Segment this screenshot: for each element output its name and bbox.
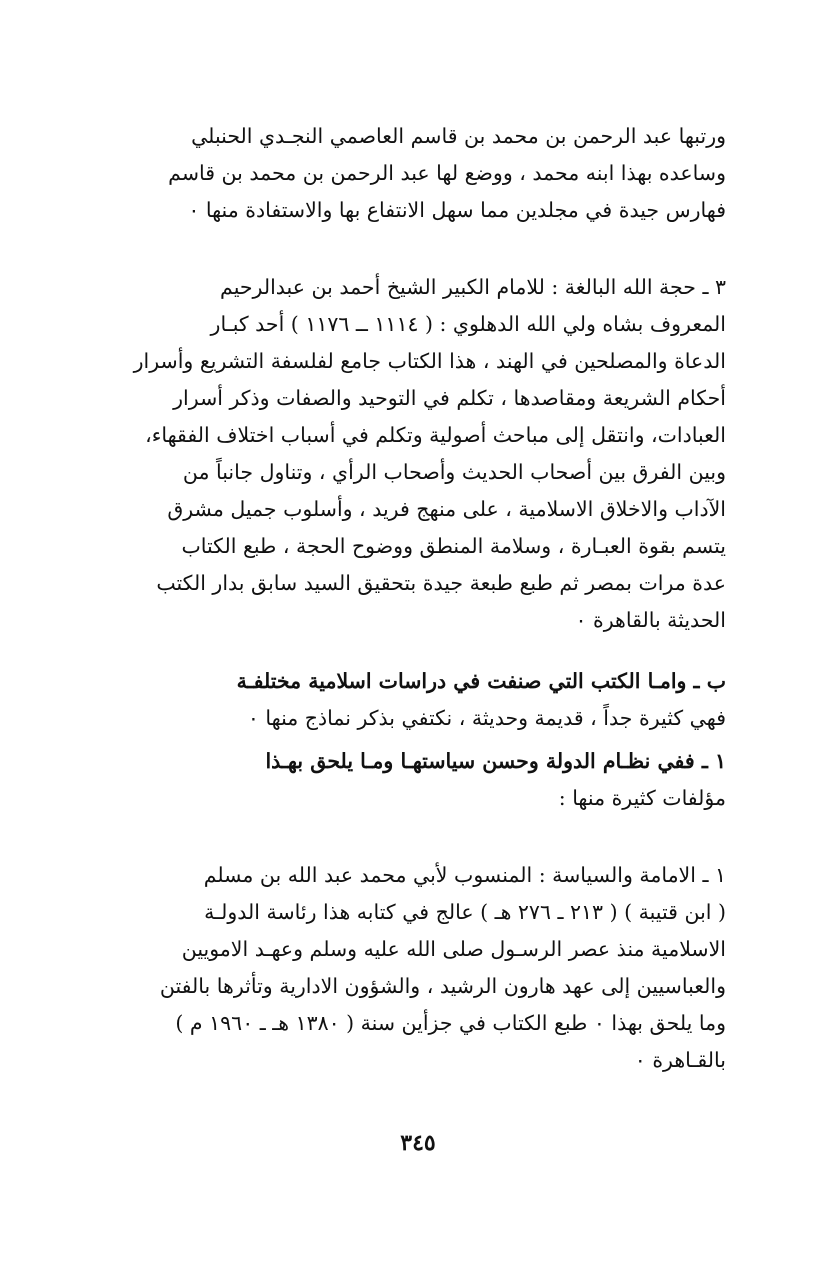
text-line: عدة مرات بمصر ثم طبع طبعة جيدة بتحقيق السيد سابق بدار الكتب bbox=[156, 571, 726, 595]
text-line: وما يلحق بهذا ٠ طبع الكتاب في جزأين سنة ( ١٣٨٠ هـ ـ ١٩٦٠ م ) bbox=[175, 1011, 726, 1035]
text-line: الاسلامية منذ عصر الرسـول صلى الله عليه وسلم وعهـد الامويين bbox=[181, 937, 726, 961]
text-line: العبادات، وانتقل إلى مباحث أصولية وتكلم في أسباب اختلاف الفقهاء، bbox=[145, 423, 726, 447]
text-line: وساعده بهذا ابنه محمد ، ووضع لها عبد الرحمن بن محمد بن قاسم bbox=[168, 161, 726, 185]
text-line: ١ ـ الامامة والسياسة : المنسوب لأبي محمد عبد الله بن مسلم bbox=[203, 863, 726, 887]
text-line: ٣ ـ حجة الله البالغة : للامام الكبير الشيخ أحمد بن عبدالرحيم bbox=[220, 275, 726, 299]
text-line: الآداب والاخلاق الاسلامية ، على منهج فريد ، وأسلوب جميل مشرق bbox=[167, 497, 726, 521]
text-line: مؤلفات كثيرة منها : bbox=[558, 786, 726, 810]
paragraph-1 bbox=[118, 118, 726, 229]
text-line: وبين الفرق بين أصحاب الحديث وأصحاب الرأي ، وتناول جانباً من bbox=[182, 460, 726, 484]
paragraph-2 bbox=[118, 269, 726, 639]
text-line: والعباسيين إلى عهد هارون الرشيد ، والشؤون الادارية وتأثرها بالفتن bbox=[159, 974, 726, 998]
heading-line: ب ـ وامـا الكتب التي صنفت في دراسات اسلامية مختلفـة bbox=[236, 669, 726, 693]
page-number: ٣٤٥ bbox=[400, 1130, 436, 1156]
page-body bbox=[118, 118, 726, 1079]
subsection-heading-1 bbox=[118, 743, 726, 817]
text-line: ( ابن قتيبة ) ( ٢١٣ ـ ٢٧٦ هـ ) عالج في كتابه هذا رئاسة الدولـة bbox=[204, 900, 726, 924]
text-line: أحكام الشريعة ومقاصدها ، تكلم في التوحيد والصفات وذكر أسرار bbox=[173, 386, 726, 410]
text-line: الحديثة بالقاهرة ٠ bbox=[575, 608, 726, 632]
text-line: المعروف بشاه ولي الله الدهلوي : ( ١١١٤ ــ ١١٧٦ ) أحد كبـار bbox=[210, 312, 726, 336]
text-line: ورتبها عبد الرحمن بن محمد بن قاسم العاصمي النجـدي الحنبلي bbox=[191, 124, 726, 148]
section-heading-b bbox=[118, 663, 726, 737]
text-line: بالقـاهرة ٠ bbox=[634, 1048, 726, 1072]
paragraph-5 bbox=[118, 857, 726, 1079]
text-line: الدعاة والمصلحين في الهند ، هذا الكتاب جامع لفلسفة التشريع وأسرار bbox=[133, 349, 726, 373]
text-line: فهي كثيرة جداً ، قديمة وحديثة ، نكتفي بذكر نماذج منها ٠ bbox=[247, 706, 726, 730]
heading-line: ١ ـ ففي نظـام الدولة وحسن سياستهـا ومـا يلحق بهـذا bbox=[265, 749, 726, 773]
text-line: فهارس جيدة في مجلدين مما سهل الانتفاع بها والاستفادة منها ٠ bbox=[188, 198, 726, 222]
text-line: يتسم بقوة العبـارة ، وسلامة المنطق ووضوح الحجة ، طبع الكتاب bbox=[181, 534, 726, 558]
